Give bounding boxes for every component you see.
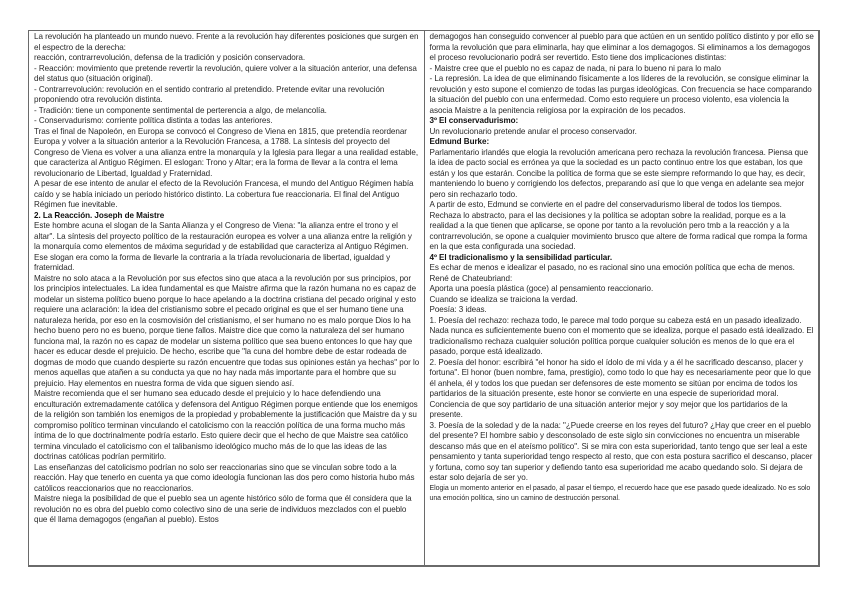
paragraph: Maistre niega la posibilidad de que el pueblo sea un agente histórico sólo de forma que él considera que la revolución no es obra del pueblo como colectivo sino de una serie de individuos mezclados con el pueblo que él llama demagogos (engañan al pueblo). Estos bbox=[34, 494, 412, 524]
paragraph: demagogos han conseguido convencer al pueblo para que actúen en un sentido político distinto y por ello se forma la revolución que para eliminarla, hay que eliminar a los demagogos. Si eliminamos a los demagogos el proceso revolucionario podrá ser revertido. Esto tiene dos implicaciones distintas: bbox=[429, 32, 814, 62]
paragraph: Cuando se idealiza se traiciona la verdad. bbox=[429, 294, 578, 304]
paragraph: - Maistre cree que el pueblo no es capaz de nada, ni para lo bueno ni para lo malo bbox=[429, 63, 722, 73]
paragraph: Maistre recomienda que el ser humano sea educado desde el prejuicio y lo hace defendiendo una enculturación extremadamente católica y defensora del Antiguo Régimen porque entiende que los enemigos de la religión son también los enemigos de la propiedad y probablemente la justificación que Maistre da y su compromiso político terminan vinculando el catolicismo con la reacción política de una forma mucho más íntima de lo que doctrinalmente podría estarlo. Esto quiere decir que el hecho de que Maistre sea católico termina vinculado el catolicismo con el talibanismo ideológico mucho más de lo que las ideas de las doctrinas católicas podrían permitirlo. bbox=[34, 389, 418, 461]
paragraph: A pesar de ese intento de anular el efecto de la Revolución Francesa, el mundo del Antiguo Régimen había caído y se había iniciado un periodo histórico distinto. La cobertura fue reaccionaria. El final del Antiguo Régimen fue inevitable. bbox=[34, 179, 414, 209]
paragraph: Rechaza lo abstracto, para el las decisiones y la política se adoptan sobre la realidad, porque es a la realidad a la que tienen que aplicarse, se opone por tanto a la revolución pero tmb a la reacción y a la contrarrevolución, se opone a cualquier movimiento brusco que altere de forma radical que rompa la forma en la que esta configurada una sociedad. bbox=[429, 210, 808, 251]
paragraph: Poesía: 3 ideas. bbox=[429, 305, 487, 314]
paragraph: A partir de esto, Edmund se convierte en el padre del conservadurismo liberal de todos los tiempos. bbox=[429, 200, 782, 209]
paragraph: 1. Poesía del rechazo: rechaza todo, le parece mal todo porque su cabeza está en un pasado idealizado. Nada nunca es suficientemente bueno con el momento que se idealiza, porque el pasado está idealizado. El tradicionalismo rechaza cualquier solución política porque cualquier solución es menos de lo que era el pasado, porque está idealizado. bbox=[429, 315, 814, 356]
section-heading: 2. La Reacción. Joseph de Maistre bbox=[34, 210, 165, 220]
right-column bbox=[425, 31, 819, 565]
left-column bbox=[29, 31, 425, 565]
paragraph: Un revolucionario pretende anular el proceso conservador. bbox=[429, 126, 637, 136]
subsection-heading: Edmund Burke: bbox=[429, 137, 490, 146]
paragraph: Tras el final de Napoleón, en Europa se convocó el Congreso de Viena en 1815, que pretendía reordenar Europa y volver a la situación anterior a la Revolución Francesa, a 1788. La síntesis del proyecto del Congreso de Viena es volver a una alianza entre la monarquía y la Iglesia para llegar a una realidad estable, que caracteriza al Antiguo Régimen. El eslogan: Trono y Altar; era la forma de llevar a la contra el lema revolucionario de Libertad, Igualdad y Fraternidad. bbox=[34, 126, 419, 178]
section-heading: 3º El conservadurismo: bbox=[429, 116, 519, 125]
paragraph: - Conservadurismo: corriente política distinta a todas las anteriores. bbox=[34, 116, 273, 125]
section-heading: 4º El tradicionalismo y la sensibilidad particular. bbox=[429, 252, 613, 262]
small-paragraph: Elogia un momento anterior en el pasado, al pasar el tiempo, el recuerdo hace que ese pasado quede idealizado. No es solo una emoción política, sino un camino de destrucción personal. bbox=[429, 484, 811, 502]
paragraph: 3. Poesía de la soledad y de la nada: "¿Puede creerse en los reyes del futuro? ¿Hay que creer en el pueblo del presente? El hombre sabio y desconsolado de este siglo sin convicciones no encuentra un miserable descanso más que en el ateísmo político". Si se mira con esta superioridad, tanto tengo que ser leal a este pensamiento y tanta superioridad tengo respecto al resto, que con esta postura sacrifico el descanso, placer y fortuna, como soy tan superior y defiendo tanto esa superioridad me acabo quedando solo. Si dejara de estar solo dejaría de ser yo. bbox=[429, 420, 813, 482]
paragraph: René de Chateubriand: bbox=[429, 273, 513, 283]
paragraph: - Tradición: tiene un componente sentimental de perterencia a algo, de melancolía. bbox=[34, 105, 327, 115]
paragraph: - Contrarrevolución: revolución en el sentido contrario al pretendido. Pretende evitar una revolución proponiendo otra revolución distinta. bbox=[34, 84, 385, 104]
paragraph: Es echar de menos e idealizar el pasado, no es racional sino una emoción política que echa de menos. bbox=[429, 263, 795, 272]
paragraph: reacción, contrarrevolución, defensa de la tradición y posición conservadora. bbox=[34, 53, 306, 62]
paragraph: Las enseñanzas del catolicismo podrían no solo ser reaccionarias sino que se vinculan sobre todo a la reacción. Hay que tenerlo en cuenta ya que como ideología funcionan las dos pero como historia hubo más católicos reaccionarios que no reaccionarios. bbox=[34, 462, 415, 493]
paragraph: Parlamentario irlandés que elogia la revolución americana pero rechaza la revolución francesa. Piensa que la idea de pacto social es errónea ya que la sociedad es un pacto continuo entre los que estaban, los que están y los que estarán. Concibe la política de forma que se este siempre reformando lo que hay, es decir, manteniendo lo bueno y corrigiendo los defectos, preparando así que lo que venga en adelante sea mejor pero sin rechazarlo todo. bbox=[429, 147, 809, 199]
paragraph: - Reacción: movimiento que pretende revertir la revolución, quiere volver a la situación anterior, una defensa del status quo (situación original). bbox=[34, 63, 417, 83]
paragraph: - La represión. La idea de que eliminando físicamente a los líderes de la revolución, se consigue eliminar la revolución y esto supone el comienzo de todas las purgas ideológicas. Con frecuencia se hace comparando la situación del pueblo con una enfermedad. Como esto requiere un proceso violento, esa violencia la asocia Maistre a la penitencia religiosa por la expiración de los pecados. bbox=[429, 74, 812, 115]
paragraph: Aporta una poesía plástica (goce) al pensamiento reaccionario. bbox=[429, 284, 654, 293]
paragraph: 2. Poesía del honor: escribirá "el honor ha sido el ídolo de mi vida y a él he sacrificado descanso, placer y fortuna". El honor (buen nombre, fama, prestigio), como todo lo que hay es necesariamente peor que lo que él anhela, él y todos los que puedan ser defensores de este momento se sitúan por encima de todos los partidarios de la situación presente, este honor se convierte en una especie de superioridad moral. Conciencia de que soy partidario de una situación anterior mejor y soy mejor que los partidarios de la presente. bbox=[429, 357, 811, 419]
paragraph: Maistre no solo ataca a la Revolución por sus efectos sino que ataca a la revolución por sus principios, por los principios intelectuales. La idea fundamental es que Maistre afirma que la razón humana no es capaz de modelar un sistema político bueno porque lo hace apelando a la doctrina cristiana del pecado original y esto requiere una aclaración: la idea del cristianismo sobre el pecado original es que el ser humano tiene una naturaleza herida, por eso en la cosmovisión del cristianismo, el ser humano no es malo porque Dios lo ha hecho bueno pero no es bueno, porque tiene fallos. Maistre dice que como la naturaleza del ser humano funciona mal, la razón no es capaz de modelar un sistema político que sea bueno entonces lo que hay que hacer es educar desde el prejuicio. De hecho, escribe que "la cuna del hombre debe de estar rodeada de dogmas de modo que cuando despierte su razón encuentre que todas sus opiniones están ya hechas" por lo menos aquellas que atañen a su conducta ya que no hay nada más importante para el hombre que su prejuicio. Hay elementos en nuestra forma de vida que siguen siendo así. bbox=[34, 273, 420, 388]
paragraph: La revolución ha planteado un mundo nuevo. Frente a la revolución hay diferentes posiciones que surgen en el espectro de la derecha: bbox=[34, 32, 419, 52]
paragraph: Este hombre acuna el slogan de la Santa Alianza y el Congreso de Viena: "la alianza entre el trono y el altar". La síntesis del proyecto político de la restauración europea es volver a una alianza entre la religión y la monarquía como elementos de máxima seguridad y de estabilidad que caracteriza al Antiguo Régimen. Ese slogan era como la forma de llevarle la contraria a la tríada revolucionaria de libertad, igualdad y fraternidad. bbox=[34, 221, 412, 272]
document-table bbox=[28, 30, 820, 567]
